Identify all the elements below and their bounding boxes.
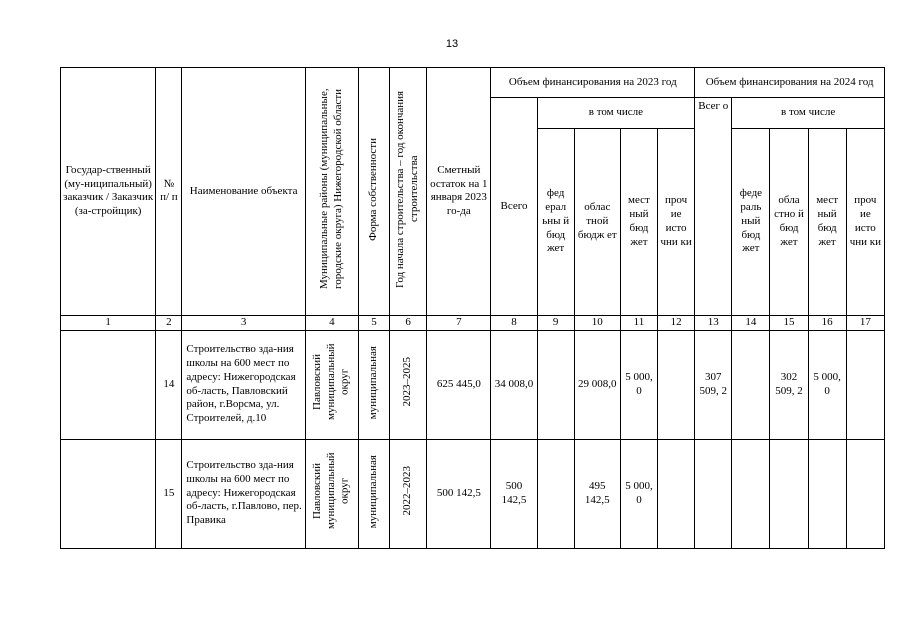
column-number: 6 <box>390 315 427 330</box>
header-local-2024: мест ный бюд жет <box>808 128 846 315</box>
page-number: 13 <box>445 38 459 50</box>
row-area <box>305 439 358 548</box>
column-number: 1 <box>61 315 156 330</box>
header-ownership-text: Форма собственности <box>367 137 380 241</box>
header-federal-2023: фед ерал ьны й бюд жет <box>537 128 574 315</box>
header-years <box>390 68 427 316</box>
header-including-2023: в том числе <box>537 98 695 129</box>
row-other-2023 <box>658 330 695 439</box>
column-number: 3 <box>182 315 305 330</box>
row-object-name: Строительство зда-ния школы на 600 мест по адресу: Нижегородская об-ласть, Павловский район, г.Ворсма, ул. Строителей, д.10 <box>182 330 305 439</box>
row-ownership <box>359 439 390 548</box>
header-regional-2023: облас тной бюдж ет <box>574 128 620 315</box>
header-ownership <box>359 68 390 316</box>
header-total-2024: Всег о <box>695 98 732 316</box>
row-area-text: Павловский муниципальный округ <box>311 452 351 530</box>
header-other-2024: проч ие исто чни ки <box>846 128 884 315</box>
column-number: 13 <box>695 315 732 330</box>
row-regional-2023: 29 008,0 <box>574 330 620 439</box>
row-federal-2024 <box>732 439 770 548</box>
row-ownership-text: муниципальная <box>367 345 380 419</box>
row-regional-2023: 495 142,5 <box>574 439 620 548</box>
row-total-2023: 500 142,5 <box>491 439 537 548</box>
row-local-2024 <box>808 439 846 548</box>
header-federal-2024: феде раль ный бюд жет <box>732 128 770 315</box>
row-years <box>390 439 427 548</box>
row-years-text: 2022–2023 <box>401 466 414 516</box>
header-object-name: Наименование объекта <box>182 68 305 316</box>
row-local-2023: 5 000, 0 <box>620 439 657 548</box>
table-row <box>61 439 885 548</box>
header-other-2023: проч ие исто чни ки <box>658 128 695 315</box>
column-number: 5 <box>359 315 390 330</box>
row-total-2024 <box>695 439 732 548</box>
row-object-name: Строительство зда-ния школы на 600 мест по адресу: Нижегородская об-ласть, г.Павлово, пер. Правика <box>182 439 305 548</box>
row-area-text: Павловский муниципальный округ <box>311 343 351 421</box>
financing-table <box>60 67 885 549</box>
column-number: 14 <box>732 315 770 330</box>
column-number: 8 <box>491 315 537 330</box>
row-local-2023: 5 000, 0 <box>620 330 657 439</box>
column-number: 15 <box>770 315 808 330</box>
row-customer <box>61 439 156 548</box>
header-num: № п/ п <box>156 68 182 316</box>
column-number: 12 <box>658 315 695 330</box>
column-number: 10 <box>574 315 620 330</box>
row-ownership-text: муниципальная <box>367 454 380 528</box>
row-regional-2024 <box>770 439 808 548</box>
row-years <box>390 330 427 439</box>
header-funding-2024: Объем финансирования на 2024 год <box>695 68 885 98</box>
row-local-2024: 5 000, 0 <box>808 330 846 439</box>
row-num: 14 <box>156 330 182 439</box>
column-number: 4 <box>305 315 358 330</box>
row-total-2024: 307 509, 2 <box>695 330 732 439</box>
row-estimate: 625 445,0 <box>427 330 491 439</box>
header-including-2024: в том числе <box>732 98 885 129</box>
column-number: 11 <box>620 315 657 330</box>
row-customer <box>61 330 156 439</box>
header-local-2023: мест ный бюд жет <box>620 128 657 315</box>
table-row <box>61 330 885 439</box>
column-number: 17 <box>846 315 884 330</box>
column-number: 7 <box>427 315 491 330</box>
row-regional-2024: 302 509, 2 <box>770 330 808 439</box>
row-federal-2023 <box>537 439 574 548</box>
row-federal-2024 <box>732 330 770 439</box>
header-regional-2024: обла стно й бюд жет <box>770 128 808 315</box>
header-row-1 <box>61 68 885 98</box>
column-number-row <box>61 315 885 330</box>
column-number: 2 <box>156 315 182 330</box>
header-customer: Государ-ственный (му-ниципальный) заказчик / Заказчик (за-стройщик) <box>61 68 156 316</box>
row-total-2023: 34 008,0 <box>491 330 537 439</box>
row-other-2024 <box>846 330 884 439</box>
row-federal-2023 <box>537 330 574 439</box>
row-ownership <box>359 330 390 439</box>
header-municipal-area <box>305 68 358 316</box>
header-municipal-area-text: Муниципальные районы (муниципальные, городские округа) Нижегородской области <box>318 88 344 290</box>
column-number: 16 <box>808 315 846 330</box>
row-other-2023 <box>658 439 695 548</box>
row-years-text: 2023–2025 <box>401 357 414 407</box>
row-num: 15 <box>156 439 182 548</box>
header-total-2023: Всего <box>491 98 537 316</box>
header-years-text: Год начала строительства – год окончания строительства <box>394 90 421 288</box>
row-estimate: 500 142,5 <box>427 439 491 548</box>
header-funding-2023: Объем финансирования на 2023 год <box>491 68 695 98</box>
row-area <box>305 330 358 439</box>
header-estimate: Сметный остаток на 1 января 2023 го-да <box>427 68 491 316</box>
column-number: 9 <box>537 315 574 330</box>
row-other-2024 <box>846 439 884 548</box>
